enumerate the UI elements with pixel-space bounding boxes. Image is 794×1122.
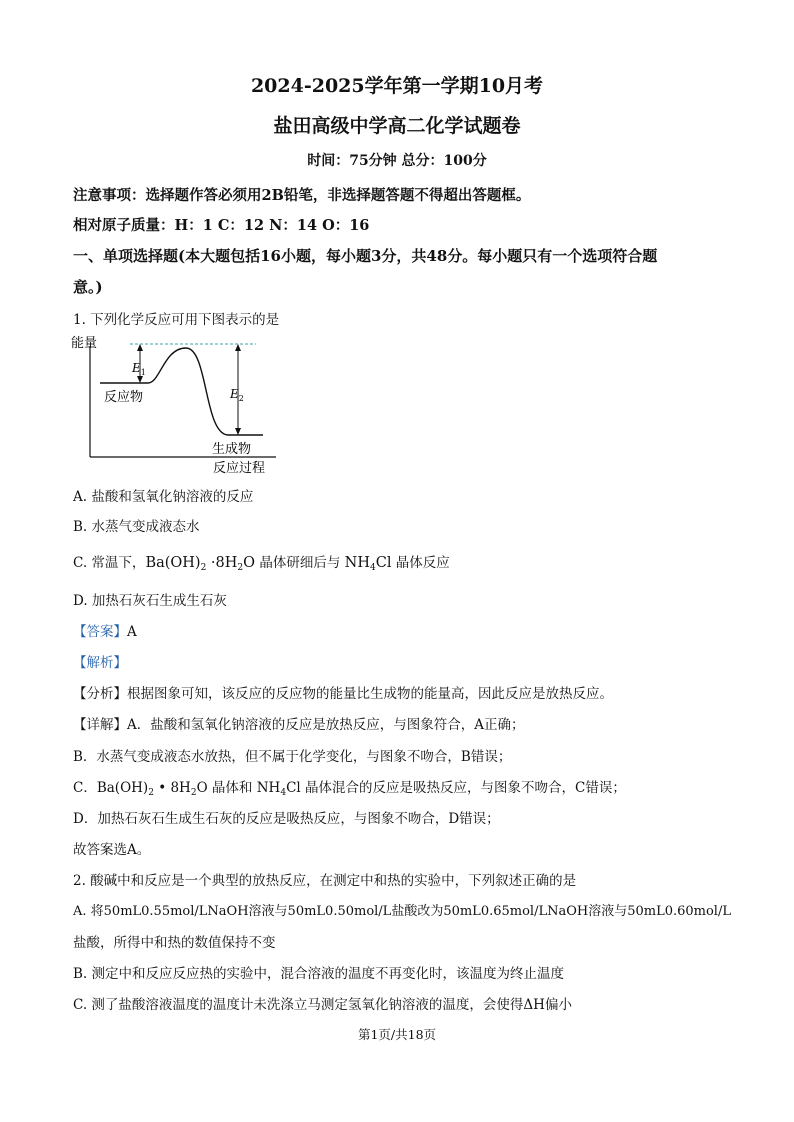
analysis-tag: 【解析】 <box>73 655 127 671</box>
page-number: 第1页/共18页 <box>357 1027 437 1042</box>
xiangjie-a: 【详解】A．盐酸和氢氧化钠溶液的反应是放热反应，与图象符合，A正确； <box>73 717 525 733</box>
e2-label: $E_2$ <box>230 387 244 403</box>
e2-arrow-up <box>235 344 241 351</box>
time-info: 时间：75分钟 总分：100分 <box>307 153 487 169</box>
q2-option-a-cont: 盐酸，所得中和热的数值保持不变 <box>73 935 276 951</box>
q2-option-a: A. 将50mL0.55mol/LNaOH溶液与50mL0.50mol/L盐酸改为50mL0.65mol/LNaOH溶液与50mL0.60mol/L <box>73 904 731 919</box>
x-axis-label: 反应过程 <box>213 461 266 476</box>
y-axis-label: 能量 <box>71 336 98 351</box>
conclusion: 故答案选A。 <box>73 842 151 858</box>
exam-title: 2024-2025学年第一学期10月考 <box>250 75 544 97</box>
q2-option-b: B. 测定中和反应反应热的实验中，混合溶液的温度不再变化时，该温度为终止温度 <box>73 966 565 982</box>
q1-option-a: A. 盐酸和氢氧化钠溶液的反应 <box>73 489 254 505</box>
e1-arrow-up <box>137 344 143 351</box>
energy-diagram <box>68 330 298 480</box>
e2-arrow-down <box>235 428 241 435</box>
xiangjie-b: B．水蒸气变成液态水放热，但不属于化学变化，与图象不吻合，B错误； <box>73 749 512 765</box>
q1-option-b: B. 水蒸气变成液态水 <box>73 519 200 535</box>
section-heading: 一、单项选择题(本大题包括16小题，每小题3分，共48分。每小题只有一个选项符合题 <box>73 247 658 265</box>
xiangjie-d: D．加热石灰石生成生石灰的反应是吸热反应，与图象不吻合，D错误； <box>73 811 500 827</box>
fenxi-text: 根据图象可知，该反应的反应物的能量比生成物的能量高，因此反应是放热反应。 <box>127 686 613 702</box>
e1-label: $E_1$ <box>132 361 146 377</box>
answer-tag: 【答案】 <box>73 624 127 640</box>
e1-arrow-down <box>137 376 143 383</box>
atomic-mass: 相对原子质量：H：1 C：12 N：14 O：16 <box>73 217 370 234</box>
q1-option-d: D. 加热石灰石生成生石灰 <box>73 593 227 609</box>
notice: 注意事项：选择题作答必须用2B铅笔，非选择题答题不得超出答题框。 <box>73 187 531 204</box>
xiangjie-c: C．$Ba(OH)_2$ • $8H_2O$ 晶体和 $NH_4Cl$ 晶体混合的反应是吸热反应，与图象不吻合，C错误； <box>73 780 626 798</box>
school-title: 盐田高级中学高二化学试题卷 <box>273 115 521 137</box>
answer-value: A <box>127 624 137 640</box>
reactant-label: 反应物 <box>104 390 144 405</box>
xiangjie-tag: 【详解】 <box>73 717 127 733</box>
fenxi-line <box>73 682 613 702</box>
q2-option-c: C. 测了盐酸溶液温度的温度计未洗涤立马测定氢氧化钠溶液的温度，会使得ΔH偏小 <box>73 997 572 1013</box>
fenxi-tag: 【分析】 <box>73 686 127 702</box>
q1-option-c: C. 常温下，$Ba(OH)_2 \cdot 8H_2O$ 晶体研细后与 $NH_4Cl$ 晶体反应 <box>73 555 450 573</box>
section-heading-cont: 意。) <box>73 278 103 296</box>
q2-stem: 2. 酸碱中和反应是一个典型的放热反应，在测定中和热的实验中，下列叙述正确的是 <box>73 873 577 889</box>
answer-line <box>73 620 137 640</box>
q1-stem: 1. 下列化学反应可用下图表示的是 <box>73 312 280 328</box>
product-label: 生成物 <box>212 442 252 457</box>
